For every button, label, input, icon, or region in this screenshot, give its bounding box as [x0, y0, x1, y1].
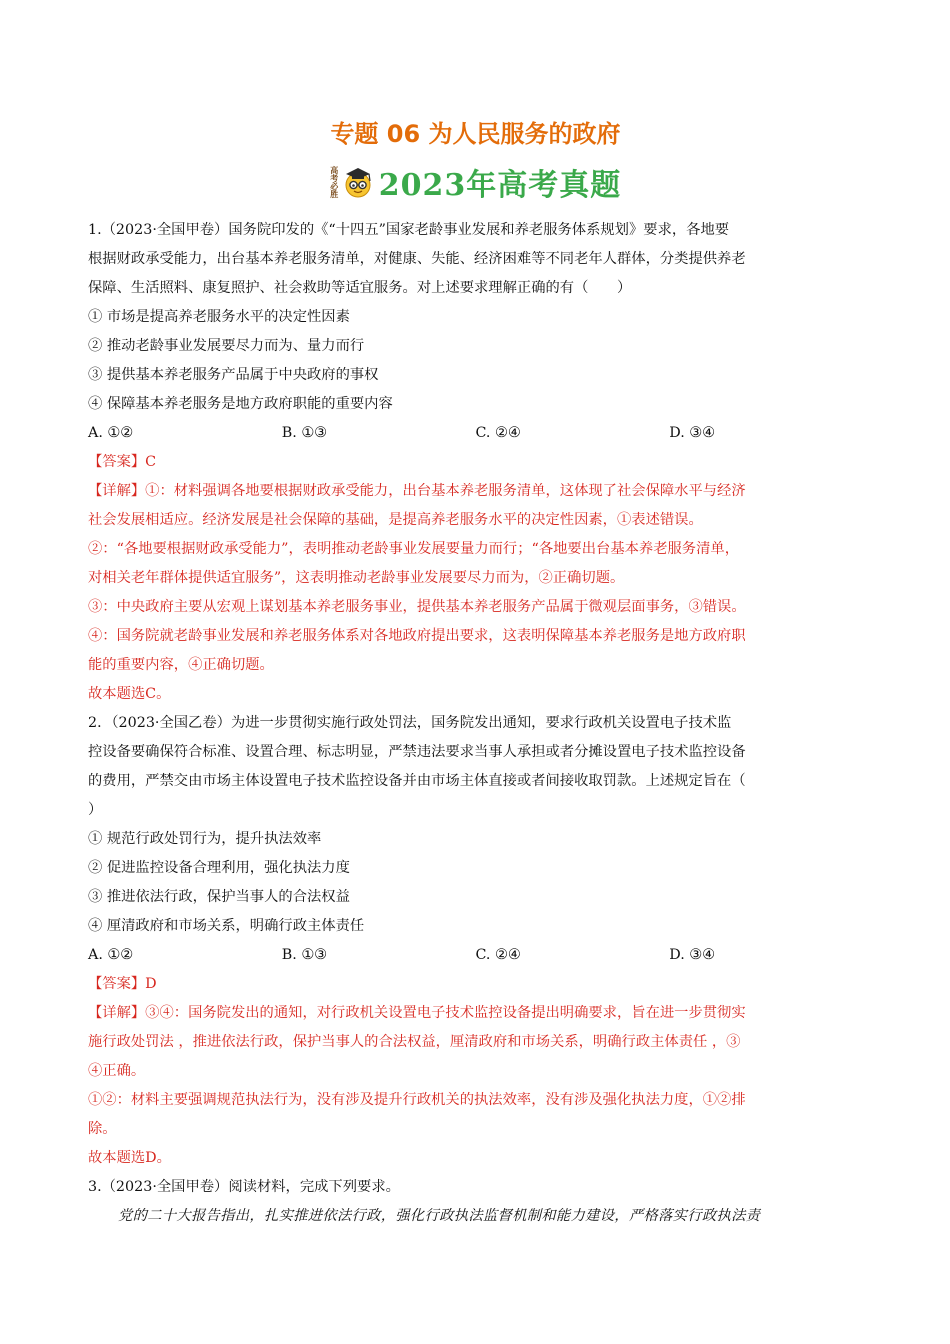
statement-1: ① 市场是提高养老服务水平的决定性因素 — [88, 309, 350, 325]
conclusion: 故本题选D。 — [88, 1150, 171, 1166]
exam-badge — [330, 165, 375, 199]
option-d: D. ③④ — [669, 425, 715, 441]
option-a: A. ①② — [88, 425, 134, 441]
answer-label: 【答案】C — [88, 454, 157, 470]
material-text: 党的二十大报告指出，扎实推进依法行政，强化行政执法监督机制和能力建设，严格落实行政执法责 — [118, 1208, 761, 1224]
option-c: C. ②④ — [475, 947, 521, 963]
explanation-line: 【详解】①：材料强调各地要根据财政承受能力，出台基本养老服务清单，这体现了社会保障水平与经济 — [88, 483, 746, 499]
page-title: 专题 06 为人民服务的政府 — [330, 120, 621, 148]
explanation-line: ④：国务院就老龄事业发展和养老服务体系对各地政府提出要求，这表明保障基本养老服务是地方政府职 — [88, 628, 746, 644]
option-c: C. ②④ — [475, 425, 521, 441]
explanation-line: ④正确。 — [88, 1063, 146, 1079]
question-3 — [88, 1173, 863, 1231]
question-stem-line: 3.（2023·全国甲卷）阅读材料，完成下列要求。 — [88, 1179, 400, 1195]
question-stem-line: ） — [88, 802, 103, 818]
explanation-line: 对相关老年群体提供适宜服务”，这表明推动老龄事业发展要尽力而为，②正确切题。 — [88, 570, 625, 586]
option-a: A. ①② — [88, 947, 134, 963]
question-stem-line: 2．（2023·全国乙卷）为进一步贯彻实施行政处罚法，国务院发出通知，要求行政机关设置电子技术监 — [88, 715, 732, 731]
statement-3: ③ 提供基本养老服务产品属于中央政府的事权 — [88, 367, 379, 383]
explanation-line: 除。 — [88, 1121, 117, 1137]
explanation-line: 【详解】③④：国务院发出的通知，对行政机关设置电子技术监控设备提出明确要求，旨在进一步贯彻实 — [88, 1005, 746, 1021]
explanation-line: ①②：材料主要强调规范执法行为，没有涉及提升行政机关的执法效率，没有涉及强化执法力度，①②排 — [88, 1092, 746, 1108]
graduate-emoji-icon — [341, 165, 375, 199]
answer-options — [88, 419, 863, 448]
option-d: D. ③④ — [669, 947, 715, 963]
document-page — [88, 112, 863, 1231]
question-2 — [88, 709, 863, 1173]
statement-2: ② 推动老龄事业发展要尽力而为、量力而行 — [88, 338, 365, 354]
question-stem-line: 控设备要确保符合标准、设置合理、标志明显，严禁违法要求当事人承担或者分摊设置电子技术监控设备 — [88, 744, 746, 760]
question-1 — [88, 216, 863, 709]
option-b: B. ①③ — [281, 947, 327, 963]
answer-label: 【答案】D — [88, 976, 157, 992]
answer-options — [88, 941, 863, 970]
question-stem-line: 根据财政承受能力，出台基本养老服务清单，对健康、失能、经济困难等不同老年人群体，分类提供养老 — [88, 251, 746, 267]
question-stem-line: 的费用，严禁交由市场主体设置电子技术监控设备并由市场主体直接或者间接收取罚款。上述规定旨在（ — [88, 773, 746, 789]
statement-4: ④ 厘清政府和市场关系，明确行政主体责任 — [88, 918, 365, 934]
statement-3: ③ 推进依法行政，保护当事人的合法权益 — [88, 889, 350, 905]
subtitle-banner — [88, 156, 863, 208]
explanation-line: ③：中央政府主要从宏观上谋划基本养老服务事业，提供基本养老服务产品属于微观层面事务，③错误。 — [88, 599, 746, 615]
statement-4: ④ 保障基本养老服务是地方政府职能的重要内容 — [88, 396, 393, 412]
explanation-line: 施行政处罚法 ，推进依法行政，保护当事人的合法权益，厘清政府和市场关系，明确行政主体责任 ，③ — [88, 1034, 741, 1050]
option-b: B. ①③ — [281, 425, 327, 441]
statement-1: ① 规范行政处罚行为，提升执法效率 — [88, 831, 322, 847]
question-stem-line: 保障、生活照料、康复照护、社会救助等适宜服务。对上述要求理解正确的有（ ） — [88, 280, 632, 296]
explanation-line: ②：“各地要根据财政承受能力”，表明推动老龄事业发展要量力而行；“各地要出台基本养老服务清单， — [88, 541, 739, 557]
badge-text: 高考必胜 — [329, 166, 340, 198]
explanation-line: 能的重要内容，④正确切题。 — [88, 657, 274, 673]
question-stem-line: 1.（2023·全国甲卷）国务院印发的《“十四五”国家老龄事业发展和养老服务体系规划》要求，各地要 — [88, 222, 730, 238]
explanation-line: 社会发展相适应。经济发展是社会保障的基础，是提高养老服务水平的决定性因素，①表述错误。 — [88, 512, 703, 528]
statement-2: ② 促进监控设备合理利用，强化执法力度 — [88, 860, 350, 876]
subtitle-text: 2023年高考真题 — [378, 168, 622, 203]
conclusion: 故本题选C。 — [88, 686, 171, 702]
